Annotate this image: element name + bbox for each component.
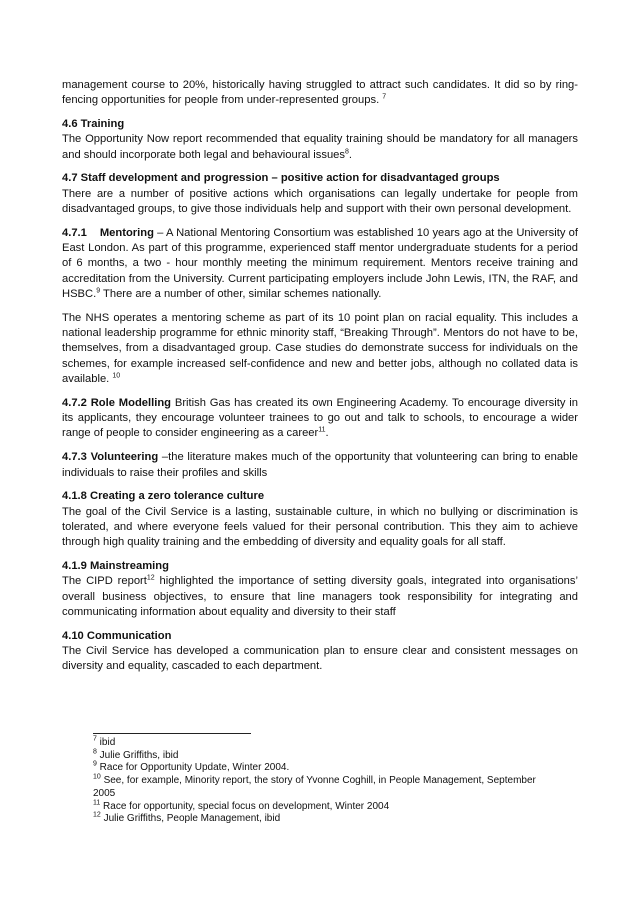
section-4-7-2: 4.7.2 Role Modelling British Gas has created its own Engineering Academy. To encourage diversity in its applicants, they encourage volunteer trainees to go out and talk to schools, to encourage a wider range of people to consider engineering as a career$^{11}$. [62,396,578,440]
section-heading: Mentoring [99,226,154,239]
footnote-ref-10: 10 [112,372,121,380]
footnote-ref-9: 9 [96,287,101,295]
section-4-1-8: 4.1.8 Creating a zero tolerance culture The goal of the Civil Service is a lasting, sustainable culture, in which no bullying or discrimination is tolerated, and where everyone feels valued for their personal contribution. This they aim to achieve through high quality training and the embedding of diversity and equality goals for all staff. [62,490,578,549]
document-body [62,78,578,683]
footnote: $^8$ Julie Griffiths, ibid [93,748,179,761]
footnote: $^7$ ibid [93,735,116,748]
footnote-divider [93,733,251,734]
section-heading: 4.1.8 Creating a zero tolerance culture [62,490,265,503]
footnote-ref-12: 12 [146,574,155,582]
section-4-7-3: 4.7.3 Volunteering –the literature makes much of the opportunity that volunteering can bring to enable individuals to raise their profiles and skills [62,451,578,479]
footnote: $^9$ Race for Opportunity Update, Winter 2004. [93,761,290,774]
section-4-7: 4.7 Staff development and progression – positive action for disadvantaged groups There are a number of positive actions which organisations can legally undertake for people from disadvantaged groups, to give those individuals help and support with their own personal development. [62,172,578,216]
footnote-ref-8: 8 [345,147,349,155]
section-number: 4.7.1 [62,226,87,239]
section-4-10: 4.10 Communication The Civil Service has developed a communication plan to ensure clear and consistent messages on diversity and equality, cascaded to each department. [62,629,578,673]
section-heading: 4.1.9 Mainstreaming [62,560,169,573]
footnote: $^{12}$ Julie Griffiths, People Management, ibid [93,811,281,825]
section-heading: 4.7 Staff development and progression – positive action for disadvantaged groups [62,172,500,185]
footnote: $^{10}$ See, for example, Minority report, the story of Yvonne Coghill, in People Management, September 2005 [93,773,536,799]
section-heading: 4.6 Training [62,118,125,131]
section-4-7-1: 4.7.1 Mentoring – A National Mentoring Consortium was established 10 years ago at the University of East London. As part of this programme, experienced staff mentor undergraduate students for a period of 6 months, a two - hour monthly meeting the minimum requirement. Mentors receive training and accreditation from the University. Current participating employers include John Lewis, ITN, the RAF, and HSBC.$^9$ There are a number of other, similar schemes nationally. [62,226,578,301]
footnote-ref-11: 11 [318,426,326,434]
nhs-paragraph: The NHS operates a mentoring scheme as part of its 10 point plan on racial equality. This includes a national leadership programme for ethnic minority staff, “Breaking Through”. Mentors do not have to be, themselves, from a disadvantaged group. Case studies do demonstrate success for individuals on the schemes, for example increased self-confidence and new and better jobs, although no collated data is available. $^{10}$ [62,311,578,386]
footnotes [93,737,563,826]
section-4-6: 4.6 Training The Opportunity Now report recommended that equality training should be mandatory for all managers and should incorporate both legal and behavioural issues$^8$. [62,118,578,161]
footnote-ref-7: 7 [382,93,387,101]
intro-paragraph: management course to 20%, historically having struggled to attract such candidates. It did so by ring-fencing opportunities for people from under-represented groups. $^7$ [62,79,578,107]
section-4-1-9: 4.1.9 Mainstreaming The CIPD report$^{12}$ highlighted the importance of setting diversity goals, integrated into organisations’ overall business objectives, to ensure that line managers took responsibility for integrating and communicating information about equality and diversity to their staff [62,560,578,618]
section-heading: 4.7.3 Volunteering [62,451,159,464]
section-heading: 4.10 Communication [62,629,172,642]
section-heading: 4.7.2 Role Modelling [62,396,172,409]
footnote: $^{11}$ Race for opportunity, special focus on development, Winter 2004 [93,799,390,812]
